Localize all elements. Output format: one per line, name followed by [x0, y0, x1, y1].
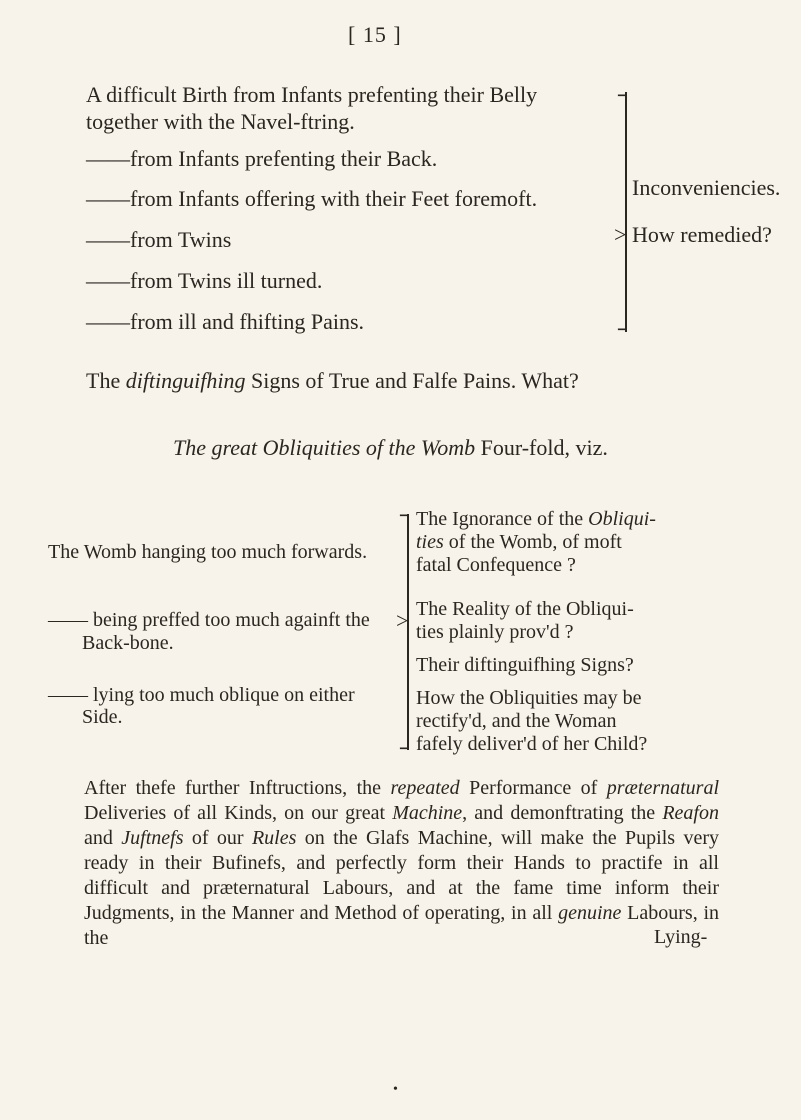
- signs-prefix: The: [86, 368, 126, 393]
- text-span-italic: Reafon: [662, 802, 719, 824]
- text-span-italic: Rules: [251, 827, 297, 849]
- text-line: fatal Confequence ?: [416, 554, 576, 576]
- text-line: fafely deliver'd of her Child?: [416, 733, 648, 755]
- text-line: ——from Infants prefenting their Back.: [86, 146, 438, 171]
- text-span-italic: repeated: [390, 777, 460, 799]
- text-span-italic: Juftnefs: [121, 827, 184, 849]
- text-line: —— being preffed too much againft the: [48, 609, 370, 631]
- text-line: [416, 530, 622, 555]
- text-span: on the Glafs Machine, will make the Pupils very ready in their Bufinefs, and perfectly form their Hands to practife in all difficult and præternatural Labours, and at the fame time inform their Judgments, in the Manner and Method of operating, in all: [84, 827, 719, 924]
- text-span: After thefe further Inftructions, the: [84, 777, 391, 799]
- body-paragraph: [84, 776, 719, 951]
- brace-bottom: ┘: [400, 735, 416, 760]
- text-line: ——from Twins: [86, 227, 232, 252]
- text-span-italic: ties: [416, 531, 444, 553]
- text-line: ——from Twins ill turned.: [86, 268, 323, 293]
- brace-top: ┐: [400, 502, 416, 527]
- heading-suffix: Four-fold, viz.: [475, 435, 608, 460]
- text-line: rectify'd, and the Woman: [416, 710, 617, 732]
- brace-label: How remedied?: [632, 222, 772, 247]
- brace-point: >: [614, 222, 627, 247]
- heading-italic: The great Obliquities of the Womb: [173, 435, 476, 460]
- brace-bottom: ┘: [618, 316, 634, 341]
- text-line: Side.: [82, 706, 123, 728]
- text-line: Back-bone.: [82, 632, 174, 654]
- catchword: Lying-: [654, 926, 708, 948]
- brace: [625, 92, 627, 332]
- text-span: , and demonftrating the: [462, 802, 663, 824]
- text-line: ties plainly prov'd ?: [416, 621, 574, 643]
- text-line: The Reality of the Obliqui-: [416, 598, 634, 620]
- text-line: The Womb hanging too much forwards.: [48, 541, 368, 563]
- text-line: ——from Infants offering with their Feet foremoft.: [86, 186, 538, 211]
- text-line: —— lying too much oblique on either: [48, 684, 355, 706]
- text-span: Deliveries of all Kinds, on our great: [84, 802, 393, 824]
- text-span-italic: præternatural: [606, 777, 720, 799]
- text-line: A difficult Birth from Infants prefenting their Belly: [86, 82, 538, 107]
- text-line: How the Obliquities may be: [416, 687, 642, 709]
- text-span-italic: Obliqui-: [588, 508, 656, 530]
- text-span: The Ignorance of the: [416, 508, 589, 530]
- text-span: of the Womb, of moft: [443, 531, 622, 553]
- text-line: Their diftinguifhing Signs?: [416, 654, 634, 676]
- text-line: ——from ill and fhifting Pains.: [86, 309, 365, 334]
- brace-label: Inconveniencies.: [632, 175, 781, 200]
- page-mark: •: [393, 1082, 398, 1097]
- brace-top: ┐: [618, 82, 634, 107]
- text-span-italic: Machine: [392, 802, 463, 824]
- text-span-italic: genuine: [558, 902, 622, 924]
- signs-italic: diftinguifhing: [125, 368, 246, 393]
- signs-suffix: Signs of True and Falfe Pains. What?: [245, 368, 579, 393]
- text-span: Performance of: [459, 777, 607, 799]
- page-number: [ 15 ]: [348, 22, 402, 47]
- section-heading: [173, 435, 608, 461]
- text-span: and: [84, 827, 122, 849]
- text-span: Labours, in the: [84, 902, 720, 949]
- signs-line: [86, 368, 579, 394]
- text-span: of our: [183, 827, 252, 849]
- brace-point: >: [396, 608, 409, 633]
- text-line: [416, 507, 656, 532]
- text-line: together with the Navel-ftring.: [86, 109, 355, 134]
